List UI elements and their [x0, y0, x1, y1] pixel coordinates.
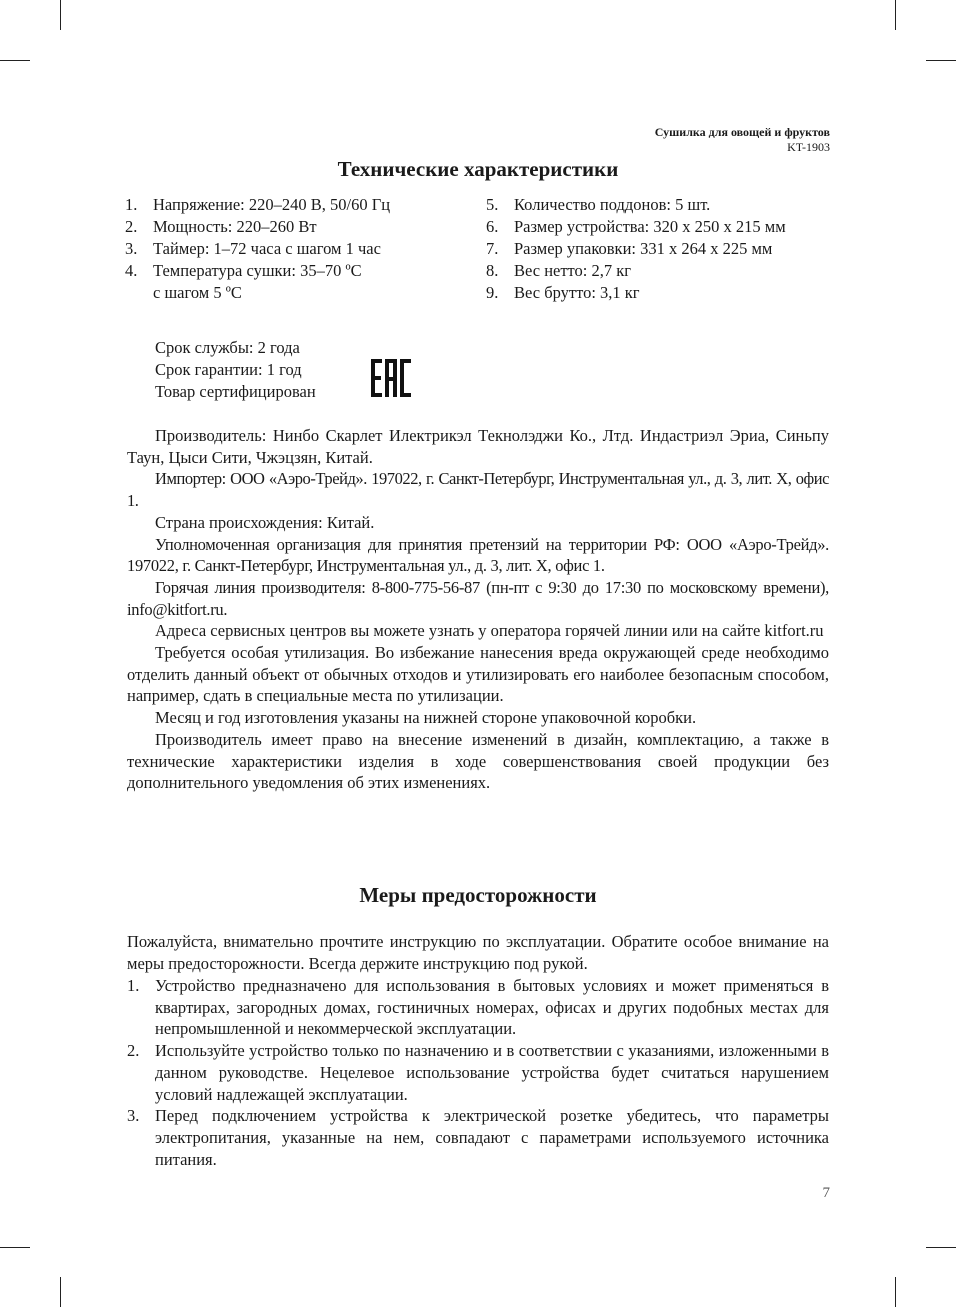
crop-mark	[60, 1277, 61, 1307]
spec-item-continuation: с шагом 5 ºС	[153, 283, 242, 302]
precaution-item: 3. Перед подключением устройства к электрической розетке убедитесь, что параметры электропитания, указанные на нем, совпадают с параметрами используемого источника питания.	[127, 1106, 829, 1169]
spec-item: 8. Вес нетто: 2,7 кг	[486, 261, 632, 280]
crop-mark	[0, 1247, 30, 1248]
crop-mark	[926, 60, 956, 61]
crop-mark	[60, 0, 61, 30]
manufacture-date-paragraph: Месяц и год изготовления указаны на нижней стороне упаковочной коробки.	[155, 708, 697, 728]
company-info	[127, 425, 829, 794]
manufacturer-paragraph: Производитель: Нинбо Скарлет Илектрикэл Текнолэджи Ко., Лтд. Индастриэл Эриа, Синьпу Таун, Цыси Сити, Чжэцзян, Китай.	[127, 426, 829, 467]
service-info	[155, 337, 316, 403]
hotline-paragraph: Горячая линия производителя: 8-800-775-56-87 (пн-пт с 9:30 до 17:30 по московскому времени), info@kitfort.ru.	[127, 577, 829, 619]
header-model: KT-1903	[787, 140, 830, 154]
tech-specs-title: Технические характеристики	[337, 157, 619, 181]
spec-item: 6. Размер устройства: 320 x 250 x 215 мм	[486, 217, 786, 236]
service-centers-paragraph: Адреса сервисных центров вы можете узнать у оператора горячей линии или на сайте kitfort.ru	[155, 621, 824, 641]
eac-mark-icon	[371, 359, 411, 397]
spec-item: 5. Количество поддонов: 5 шт.	[486, 195, 711, 214]
importer-paragraph: Импортер: ООО «Аэро-Трейд». 197022, г. Санкт-Петербург, Инструментальная ул., д. 3, лит. Х, офис 1.	[127, 469, 829, 511]
crop-mark	[895, 0, 896, 30]
precaution-item: 1. Устройство предназначено для использования в бытовых условиях и может применяться в квартирах, загородных домах, гостиничных номерах, офисах и других подобных местах для непромышленной и некоммерческой эксплуатации.	[127, 976, 829, 1039]
crop-mark	[926, 1247, 956, 1248]
specs-list-right	[486, 194, 786, 304]
service-life: Срок службы: 2 года	[155, 338, 300, 357]
header-product-name: Сушилка для овощей и фруктов	[654, 125, 830, 139]
precautions-list	[127, 975, 829, 1170]
origin-paragraph: Страна происхождения: Китай.	[155, 512, 375, 532]
changes-notice-paragraph: Производитель имеет право на внесение изменений в дизайн, комплектацию, а также в технические характеристики изделия в ходе совершенствования своей продукции без дополнительного уведомления об этих изменениях.	[127, 729, 829, 793]
specs-list-left	[125, 194, 390, 304]
spec-item: 4. Температура сушки: 35–70 ºС	[125, 261, 362, 280]
spec-item: 7. Размер упаковки: 331 x 264 x 225 мм	[486, 239, 773, 258]
spec-item: 2. Мощность: 220–260 Вт	[125, 217, 317, 236]
authorized-org-paragraph: Уполномоченная организация для принятия претензий на территории РФ: ООО «Аэро-Трейд». 197022, г. Санкт-Петербург, Инструментальная ул., д. 3, лит. Х, офис 1.	[127, 534, 829, 576]
precautions-intro	[127, 931, 829, 974]
precaution-item: 2. Используйте устройство только по назначению и в соответствии с указаниями, изложенными в данном руководстве. Нецелевое использование устройства будет считаться нарушением условий надлежащей эксплуатации.	[127, 1041, 829, 1104]
disposal-paragraph: Требуется особая утилизация. Во избежание нанесения вреда окружающей среде необходимо отделить данный объект от обычных отходов и утилизировать его наиболее безопасным способом, например, сдать в специальные места по утилизации.	[127, 643, 829, 706]
running-header	[655, 125, 830, 155]
precautions-intro-text: Пожалуйста, внимательно прочтите инструкцию по эксплуатации. Обратите особое внимание на меры предосторожности. Всегда держите инструкцию под рукой.	[127, 932, 829, 973]
precautions-title: Меры предосторожности	[359, 883, 597, 907]
spec-item: 3. Таймер: 1–72 часа с шагом 1 час	[125, 239, 381, 258]
crop-mark	[0, 60, 30, 61]
spec-item: 9. Вес брутто: 3,1 кг	[486, 283, 640, 302]
crop-mark	[895, 1277, 896, 1307]
certification-note: Товар сертифицирован	[155, 382, 316, 401]
warranty-period: Срок гарантии: 1 год	[155, 360, 302, 379]
spec-item: 1. Напряжение: 220–240 В, 50/60 Гц	[125, 195, 391, 214]
page-number: 7	[822, 1185, 830, 1201]
